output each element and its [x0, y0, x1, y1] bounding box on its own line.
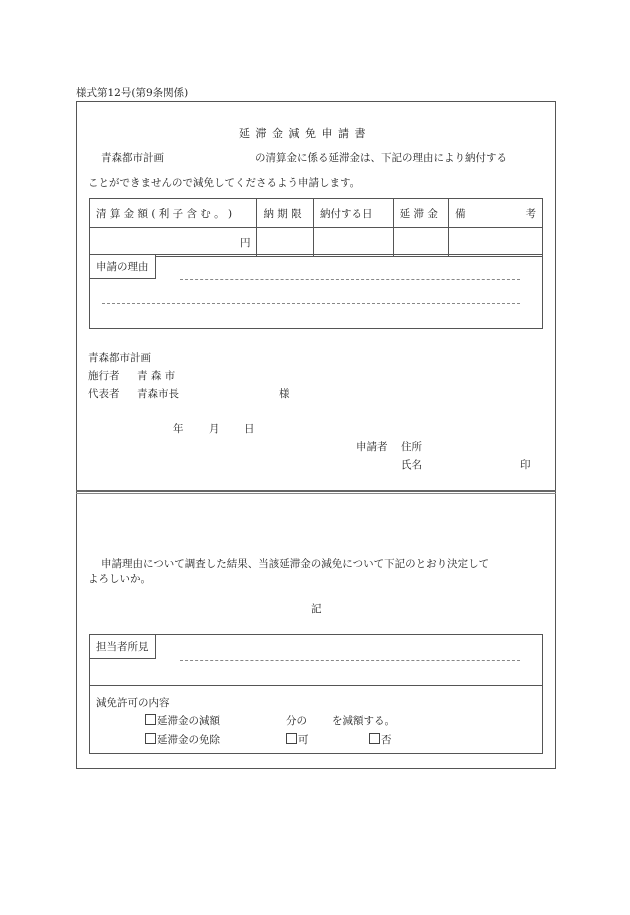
form-number-label: 様式第12号(第9条関係) [76, 87, 189, 99]
approve-option-label: 可 [298, 734, 309, 746]
fee-table [89, 198, 543, 257]
date-month: 月 [209, 423, 220, 435]
late-fee-cell[interactable] [393, 228, 448, 257]
exempt-option-label: 延滞金の免除 [157, 734, 220, 746]
approve-checkbox[interactable] [286, 733, 297, 744]
representative-name: 青森市長 [137, 388, 179, 400]
section-divider [76, 490, 556, 492]
reason-label: 申請の理由 [89, 254, 156, 279]
section-divider-inner [76, 493, 556, 494]
reduce-option[interactable] [145, 713, 220, 728]
deny-checkbox[interactable] [369, 733, 380, 744]
address-label: 住所 [401, 441, 422, 453]
header-due-date: 納 期 限 [257, 199, 313, 228]
remarks-cell[interactable] [449, 228, 543, 257]
payment-date-cell[interactable] [313, 228, 393, 257]
application-title: 延 滞 金 減 免 申 請 書 [239, 127, 367, 140]
reason-line-2 [102, 303, 520, 304]
reduce-option-label: 延滞金の減額 [157, 715, 220, 727]
ki-label: 記 [311, 603, 322, 615]
header-payment-date: 納付する日 [313, 199, 393, 228]
officer-opinion-box[interactable] [89, 634, 543, 686]
reason-box[interactable] [89, 254, 543, 329]
addressee-honorific: 様 [279, 388, 290, 400]
header-late-fee: 延 滞 金 [393, 199, 448, 228]
intro-rest: の清算金に係る延滞金は、下記の理由により納付する [255, 152, 507, 164]
fee-table-value-row [90, 228, 543, 257]
fraction-label: 分の [286, 715, 307, 727]
fee-table-header-row [90, 199, 543, 228]
officer-opinion-line [180, 660, 520, 661]
reduce-suffix: を減額する。 [332, 715, 395, 727]
header-remarks [449, 199, 543, 228]
permission-label: 減免許可の内容 [96, 697, 170, 709]
amount-cell[interactable] [90, 228, 257, 257]
representative-label: 代表者 [88, 388, 120, 400]
reduce-checkbox[interactable] [145, 714, 156, 725]
name-label: 氏名 [401, 459, 422, 471]
exempt-option[interactable] [145, 732, 220, 747]
exempt-checkbox[interactable] [145, 733, 156, 744]
due-date-cell[interactable] [257, 228, 313, 257]
header-remarks-1: 備 [455, 207, 466, 220]
deny-option[interactable] [369, 732, 392, 747]
executor-name: 青 森 市 [137, 370, 176, 382]
date-year: 年 [173, 423, 184, 435]
header-amount: 清 算 金 額 ( 利 子 含 む 。 ) [90, 199, 257, 228]
deny-option-label: 否 [381, 734, 392, 746]
applicant-label: 申請者 [356, 441, 388, 453]
decision-text-line1: 申請理由について調査した結果、当該延滞金の減免について下記のとおり決定して [101, 558, 490, 570]
amount-unit: 円 [239, 236, 251, 249]
decision-text-line2: よろしいか。 [88, 573, 151, 585]
reason-line-1 [180, 279, 520, 280]
addressee-project: 青森都市計画 [88, 352, 151, 364]
header-remarks-2: 考 [525, 207, 536, 220]
intro-project: 青森都市計画 [101, 152, 164, 164]
date-day: 日 [244, 423, 255, 435]
approve-option[interactable] [286, 732, 309, 747]
executor-label: 施行者 [88, 370, 120, 382]
seal-label: 印 [520, 459, 531, 471]
intro-line2: ことができませんので減免してくださるよう申請します。 [88, 177, 361, 189]
officer-opinion-label: 担当者所見 [89, 634, 156, 659]
permission-box [89, 685, 543, 754]
